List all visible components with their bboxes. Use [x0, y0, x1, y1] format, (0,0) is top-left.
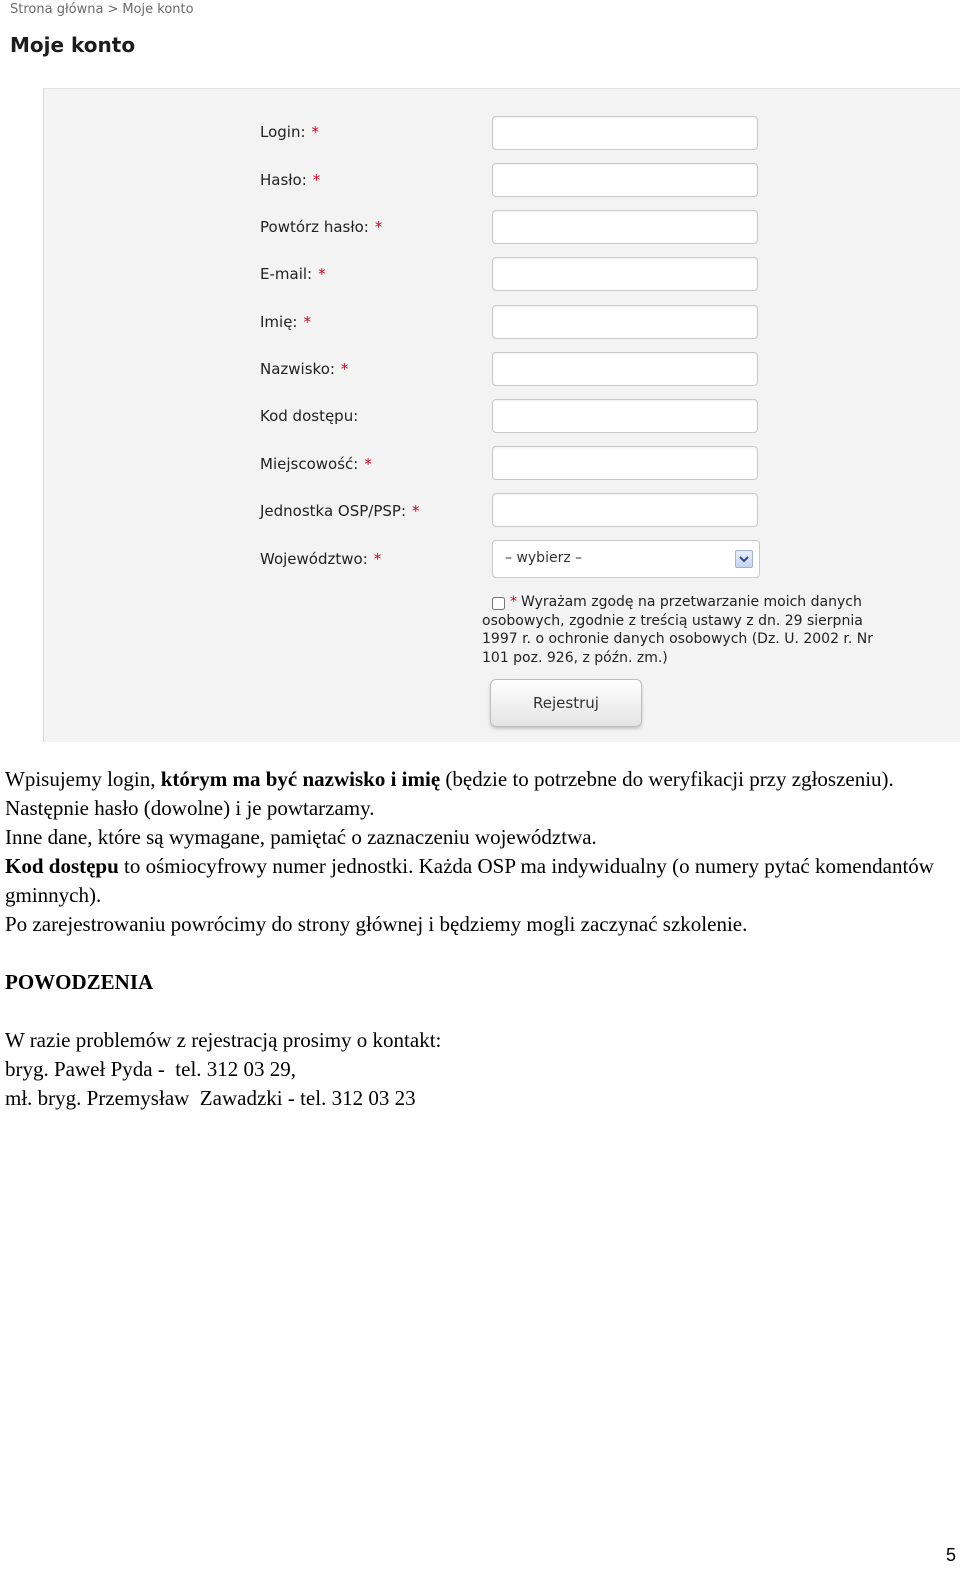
voivodeship-select[interactable] [492, 540, 760, 578]
registration-form [43, 88, 960, 742]
unit-label: Jednostka OSP/PSP: * [260, 502, 420, 520]
instruction-access-code: Kod dostępu to ośmiocyfrowy numer jednostki. Każda OSP ma indywidualny (o numery pytać komendantów gminnych). [5, 854, 934, 907]
required-marker: * [364, 455, 372, 473]
first-name-input[interactable] [492, 305, 758, 339]
required-marker: * [510, 594, 517, 610]
breadcrumb-home-link[interactable]: Strona główna [10, 2, 104, 17]
contact-intro: W razie problemów z rejestracją prosimy o kontakt: [5, 1028, 442, 1052]
password-repeat-input[interactable] [492, 210, 758, 244]
required-marker: * [311, 123, 320, 141]
chevron-down-icon[interactable] [735, 550, 753, 568]
breadcrumb [10, 2, 194, 17]
closing-heading: POWODZENIA [5, 970, 154, 994]
email-label: E-mail: * [260, 265, 326, 283]
access-code-input[interactable] [492, 399, 758, 433]
voivodeship-selected-value: – wybierz – [505, 550, 583, 566]
login-input[interactable] [492, 116, 758, 150]
instruction-login: Wpisujemy login, którym ma być nazwisko i imię (będzie to potrzebne do weryfikacji przy zgłoszeniu). [5, 767, 894, 791]
access-code-label: Kod dostępu: [260, 407, 359, 425]
register-button[interactable]: Rejestruj [490, 679, 642, 727]
login-label: Login: * [260, 123, 320, 141]
required-marker: * [318, 265, 326, 283]
breadcrumb-separator: > [107, 2, 119, 17]
unit-input[interactable] [492, 493, 758, 527]
city-label: Miejscowość: * [260, 455, 372, 473]
city-input[interactable] [492, 446, 758, 480]
required-marker: * [312, 171, 321, 189]
last-name-input[interactable] [492, 352, 758, 386]
last-name-label: Nazwisko: * [260, 360, 349, 378]
page-title: Moje konto [10, 33, 136, 57]
required-marker: * [412, 502, 420, 520]
breadcrumb-current: Moje konto [122, 2, 194, 17]
password-input[interactable] [492, 163, 758, 197]
required-marker: * [374, 218, 383, 236]
contact-person-1: bryg. Paweł Pyda - tel. 312 03 29, [5, 1057, 297, 1081]
email-input[interactable] [492, 257, 758, 291]
contact-person-2: mł. bryg. Przemysław Zawadzki - tel. 312 03 23 [5, 1086, 416, 1110]
password-label: Hasło: * [260, 171, 321, 189]
required-marker: * [373, 550, 382, 568]
page-number: 5 [945, 1545, 956, 1565]
password-repeat-label: Powtórz hasło: * [260, 218, 383, 236]
voivodeship-label: Województwo: * [260, 550, 382, 568]
instructions [5, 765, 955, 1113]
required-marker: * [303, 313, 311, 331]
consent-text: * Wyrażam zgodę na przetwarzanie moich danych osobowych, zgodnie z treścią ustawy z dn. 29 sierpnia 1997 r. o ochronie danych osobowych (Dz. U. 2002 r. Nr 101 poz. 926, z późn. zm.) [482, 594, 874, 666]
required-marker: * [340, 360, 349, 378]
instruction-other-data: Inne dane, które są wymagane, pamiętać o zaznaczeniu województwa. [5, 825, 597, 849]
instruction-after-registration: Po zarejestrowaniu powrócimy do strony głównej i będziemy mogli zaczynać szkolenie. [5, 912, 748, 936]
instruction-password: Następnie hasło (dowolne) i je powtarzamy. [5, 796, 375, 820]
first-name-label: Imię: * [260, 313, 311, 331]
